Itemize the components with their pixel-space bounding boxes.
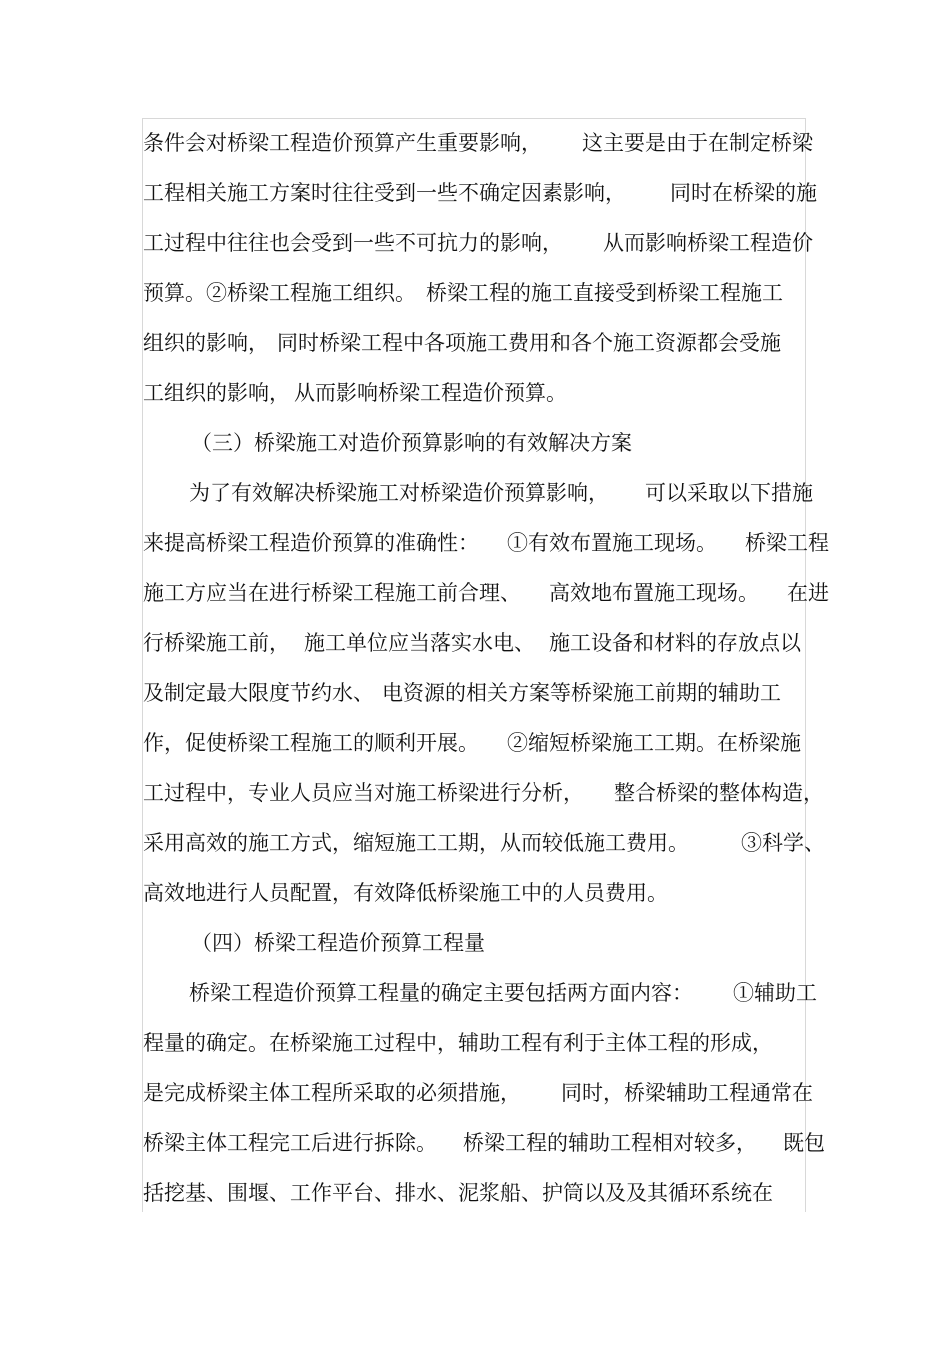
text-segment: 来提高桥梁工程造价预算的准确性： — [143, 531, 479, 555]
text-line — [143, 818, 825, 868]
text-segment: 同时桥梁工程中各项施工费用和各个施工资源都会受施 — [277, 331, 781, 355]
text-line — [143, 118, 813, 168]
text-segment: 可以采取以下措施 — [645, 481, 813, 505]
text-segment: 行桥梁施工前， — [143, 631, 290, 655]
text-segment: （三）桥梁施工对造价预算影响的有效解决方案 — [191, 431, 632, 455]
text-line — [143, 268, 813, 318]
text-segment: 是完成桥梁主体工程所采取的必须措施， — [143, 1081, 521, 1105]
text-line — [143, 218, 813, 268]
text-segment: 条件会对桥梁工程造价预算产生重要影响， — [143, 131, 542, 155]
text-line — [143, 868, 813, 918]
text-segment: 高效地进行人员配置，有效降低桥梁施工中的人员费用。 — [143, 881, 668, 905]
text-line — [143, 468, 813, 518]
text-segment: 括挖基、围堰、工作平台、排水、泥浆船、护筒以及及其循环系统在 — [143, 1181, 773, 1205]
section-heading — [143, 918, 813, 968]
text-segment: 为了有效解决桥梁施工对桥梁造价预算影响， — [189, 481, 609, 505]
text-segment: ①辅助工 — [733, 981, 817, 1005]
text-line — [143, 1168, 813, 1218]
text-line — [143, 618, 813, 668]
text-segment: 工程相关施工方案时往往受到一些不确定因素影响， — [143, 181, 626, 205]
section-heading — [143, 418, 813, 468]
text-segment: 施工设备和材料的存放点以 — [549, 631, 801, 655]
text-segment: ①有效布置施工现场。 — [507, 531, 717, 555]
text-line — [143, 1118, 825, 1168]
text-line — [143, 968, 817, 1018]
text-segment: 预算。②桥梁工程施工组织。 — [143, 281, 416, 305]
text-segment: 桥梁工程的辅助工程相对较多， — [463, 1131, 757, 1155]
text-segment: 在进 — [787, 581, 829, 605]
text-segment: 同时在桥梁的施 — [670, 181, 817, 205]
text-line — [143, 1068, 813, 1118]
text-line — [143, 718, 813, 768]
text-segment: 整合桥梁的整体构造， — [614, 781, 824, 805]
text-segment: 桥梁工程的施工直接受到桥梁工程施工 — [426, 281, 783, 305]
text-segment: 从而影响桥梁工程造价预算。 — [294, 381, 567, 405]
text-segment: 施工方应当在进行桥梁工程施工前合理、 — [143, 581, 521, 605]
text-segment: 组织的影响， — [143, 331, 269, 355]
text-segment: 电资源的相关方案等桥梁施工前期的辅助工 — [382, 681, 781, 705]
text-segment: 这主要是由于在制定桥梁 — [582, 131, 813, 155]
text-segment: 既包 — [783, 1131, 825, 1155]
text-segment: ③科学、 — [741, 831, 825, 855]
text-line — [143, 318, 813, 368]
text-segment: 施工单位应当落实水电、 — [304, 631, 535, 655]
text-line — [143, 1018, 813, 1068]
text-segment: 从而影响桥梁工程造价 — [603, 231, 813, 255]
text-segment: 采用高效的施工方式，缩短施工工期，从而较低施工费用。 — [143, 831, 689, 855]
text-line — [143, 168, 817, 218]
text-segment: 桥梁工程造价预算工程量的确定主要包括两方面内容： — [189, 981, 693, 1005]
text-segment: 同时，桥梁辅助工程通常在 — [561, 1081, 813, 1105]
text-segment: 工组织的影响， — [143, 381, 290, 405]
text-segment: （四）桥梁工程造价预算工程量 — [191, 931, 485, 955]
text-segment: ②缩短桥梁施工工期。在桥梁施 — [507, 731, 801, 755]
text-line — [143, 568, 829, 618]
text-line — [143, 768, 824, 818]
text-line — [143, 668, 813, 718]
text-line — [143, 368, 813, 418]
text-segment: 作，促使桥梁工程施工的顺利开展。 — [143, 731, 479, 755]
text-segment: 程量的确定。在桥梁施工过程中，辅助工程有利于主体工程的形成， — [143, 1031, 773, 1055]
text-segment: 高效地布置施工现场。 — [549, 581, 759, 605]
text-segment: 桥梁主体工程完工后进行拆除。 — [143, 1131, 437, 1155]
text-segment: 桥梁工程 — [745, 531, 829, 555]
text-segment: 工过程中，专业人员应当对施工桥梁进行分析， — [143, 781, 584, 805]
text-line — [143, 518, 829, 568]
text-segment: 及制定最大限度节约水、 — [143, 681, 374, 705]
document-body — [143, 118, 829, 1218]
text-segment: 工过程中往往也会受到一些不可抗力的影响， — [143, 231, 563, 255]
